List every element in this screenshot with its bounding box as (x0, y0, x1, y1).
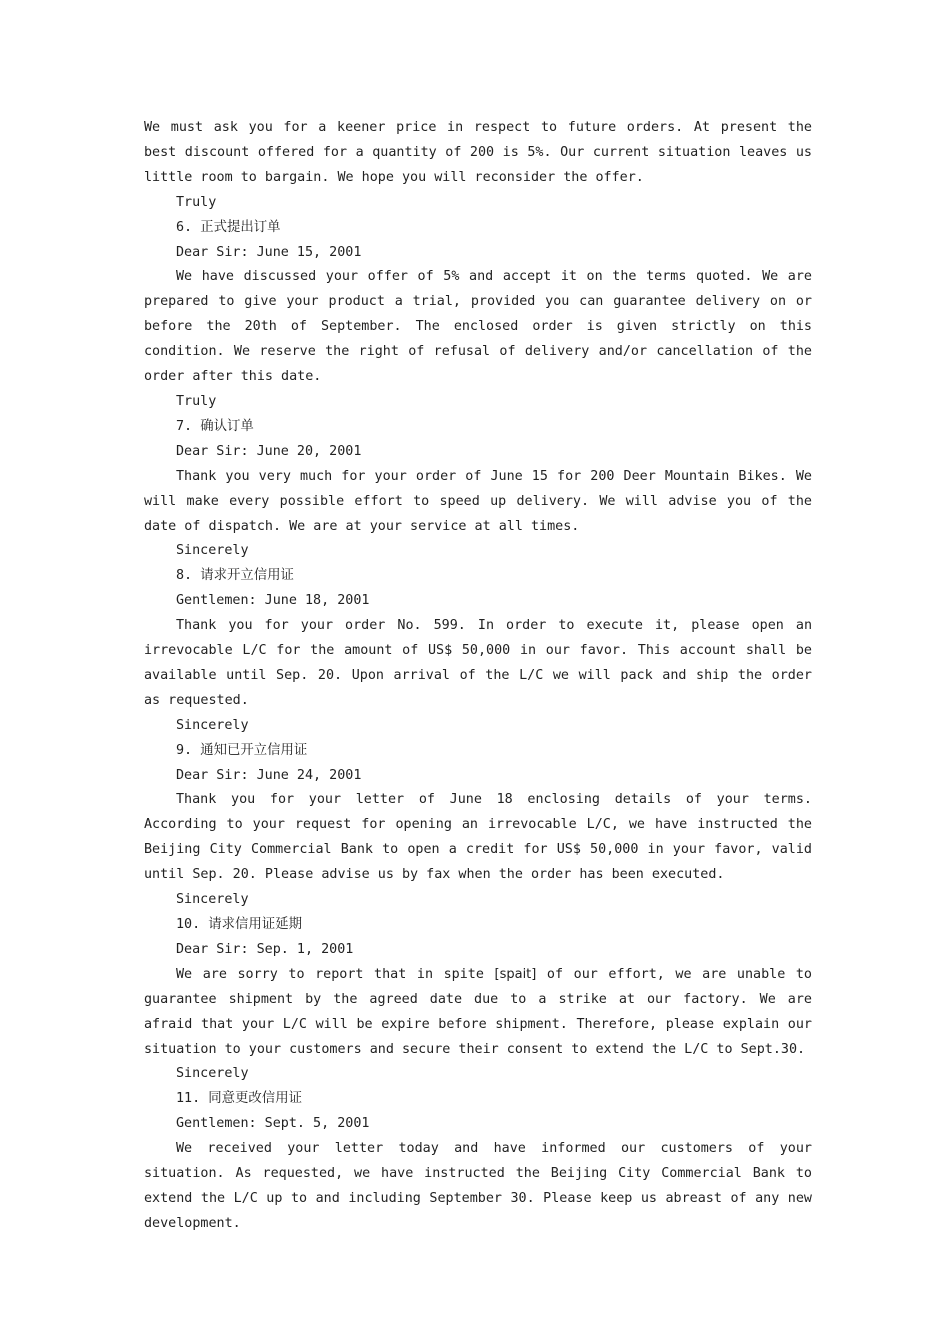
closing: Sincerely (176, 892, 249, 908)
salutation-date: Dear Sir: Sep. 1, 2001 (176, 941, 354, 957)
letter-body: We have discussed your offer of 5% and accept it on the terms quoted. We are prepared to give your product a trial, provided you can guarantee delivery on or before the 20th of September. The enclosed order is given strictly on this condition. We reserve the right of refusal of delivery and/or cancellation of the order after this date. (144, 269, 812, 385)
body-text: We are sorry to report that in spite (176, 966, 495, 982)
section-heading (144, 913, 812, 938)
letter-body: Thank you for your order No. 599. In order to execute it, please open an irrevocable L/C for the amount of US$ 50,000 in our favor. This account shall be available until Sep. 20. Upon arrival of the L/C we will pack and ship the order as requested. (144, 618, 812, 708)
section-heading (144, 1087, 812, 1112)
section-heading (144, 564, 812, 589)
salutation-date: Gentlemen: June 18, 2001 (176, 593, 370, 609)
section-title: 请求信用证延期 (208, 917, 302, 932)
section-number: 6. (176, 219, 193, 235)
closing: Sincerely (176, 717, 249, 733)
salutation-date: Dear Sir: June 15, 2001 (176, 244, 362, 260)
section-title: 请求开立信用证 (200, 568, 294, 584)
section-number: 7. (176, 418, 193, 434)
section-heading (144, 415, 812, 440)
closing: Truly (176, 393, 217, 409)
letter-body: We must ask you for a keener price in respect to future orders. At present the best discount offered for a quantity of 200 is 5%. Our current situation leaves us little room to bargain. We hope you will reconsider the offer. (144, 120, 812, 185)
section-title: 正式提出订单 (200, 219, 281, 235)
section-heading (144, 739, 812, 764)
salutation-date: Dear Sir: June 24, 2001 (176, 767, 362, 783)
salutation-date: Gentlemen: Sept. 5, 2001 (176, 1116, 370, 1132)
section-number: 11. (176, 1091, 201, 1107)
closing: Truly (176, 194, 217, 210)
section-number: 8. (176, 568, 193, 584)
letter-body: We received your letter today and have informed our customers of your situation. As requested, we have instructed the Beijing City Commercial Bank to extend the L/C up to and including September 30. Please keep us abreast of any new development. (144, 1141, 812, 1231)
letter-body: Thank you for your letter of June 18 enclosing details of your terms. According to your request for opening an irrevocable L/C, we have instructed the Beijing City Commercial Bank to open a credit for US$ 50,000 in your favor, valid until Sep. 20. Please advise us by fax when the order has been executed. (144, 792, 812, 883)
closing: Sincerely (176, 543, 249, 559)
section-title: 确认订单 (200, 418, 254, 434)
section-title: 通知已开立信用证 (200, 742, 308, 758)
phonetic-transcription: [spait] (494, 966, 537, 982)
letter-body: Thank you very much for your order of June 15 for 200 Deer Mountain Bikes. We will make every possible effort to speed up delivery. We will advise you of the date of dispatch. We are at your service at all times. (144, 468, 812, 534)
body-text: of our effort, we are unable to guarantee shipment by the agreed date due to a strike at our factory. We are afraid that your L/C will be expire before shipment. Therefore, please explain our situation to your customers and secure their consent to extend the L/C to Sept.30. (144, 966, 812, 1057)
section-heading (144, 216, 812, 241)
section-title: 同意更改信用证 (208, 1091, 302, 1107)
section-number: 9. (176, 742, 193, 758)
document-page (144, 116, 812, 1237)
letter-body (144, 963, 812, 1063)
section-number: 10. (176, 917, 201, 932)
closing: Sincerely (176, 1066, 249, 1082)
salutation-date: Dear Sir: June 20, 2001 (176, 443, 362, 459)
